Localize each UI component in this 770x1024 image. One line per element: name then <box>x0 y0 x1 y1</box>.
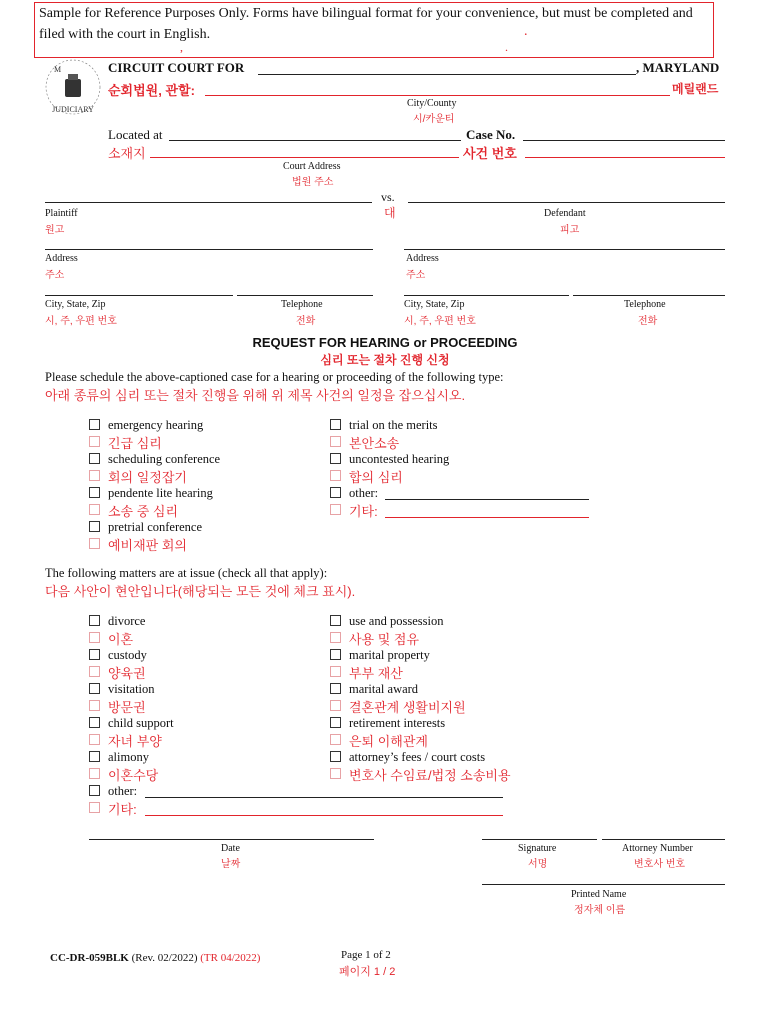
maryland-label: , MARYLAND <box>636 60 720 75</box>
city-county-label-ko: 시/카운티 <box>413 114 455 125</box>
printed-name-line[interactable] <box>482 884 725 885</box>
checkbox-pretrial-conference-ko[interactable] <box>89 538 100 549</box>
option-attorney-fees: attorney’s fees / court costs <box>349 750 486 764</box>
checkbox-schedule-other-ko[interactable] <box>330 504 341 515</box>
court-address-label: Court Address <box>283 161 341 172</box>
located-at-label: Located at <box>108 127 163 142</box>
checkbox-uncontested-hearing[interactable] <box>330 453 341 464</box>
option-child-support: child support <box>108 716 174 730</box>
schedule-other-input-ko[interactable] <box>385 517 589 518</box>
option-matters-other-ko: 기타: <box>108 802 137 817</box>
printed-name-label: Printed Name <box>571 889 627 900</box>
page-number: Page 1 of 2 <box>341 949 391 961</box>
option-custody-ko: 양육권 <box>108 666 146 681</box>
checkbox-attorney-fees-ko[interactable] <box>330 768 341 779</box>
option-marital-award: marital award <box>349 682 419 696</box>
option-pendente-lite-hearing-ko: 소송 중 심리 <box>108 504 179 519</box>
option-alimony-ko: 이혼수당 <box>108 768 159 783</box>
option-uncontested-hearing-ko: 합의 심리 <box>349 470 403 485</box>
defendant-label-ko: 피고 <box>560 225 580 236</box>
defendant-csz-label: City, State, Zip <box>404 299 465 310</box>
option-emergency-hearing: emergency hearing <box>108 418 204 432</box>
sample-notice-text: Sample for Reference Purposes Only. Forms have bilingual format for your convenience, but must be completed and filed with the court in English. <box>39 6 693 42</box>
checkbox-alimony-ko[interactable] <box>89 768 100 779</box>
option-scheduling-conference: scheduling conference <box>108 452 221 466</box>
plaintiff-line[interactable] <box>45 202 372 203</box>
checkbox-marital-award-ko[interactable] <box>330 700 341 711</box>
signature-line[interactable] <box>482 839 597 840</box>
option-marital-property: marital property <box>349 648 430 662</box>
plaintiff-tel-label: Telephone <box>281 299 323 310</box>
option-visitation-ko: 방문권 <box>108 700 146 715</box>
option-marital-award-ko: 결혼관계 생활비지원 <box>349 700 466 715</box>
defendant-address-line[interactable] <box>404 249 725 250</box>
form-title: REQUEST FOR HEARING or PROCEEDING <box>252 335 518 350</box>
located-at-line-ko[interactable] <box>150 157 459 158</box>
checkbox-marital-property-ko[interactable] <box>330 666 341 677</box>
matters-other-input[interactable] <box>145 797 503 798</box>
checkbox-visitation-ko[interactable] <box>89 700 100 711</box>
checkbox-matters-other-ko[interactable] <box>89 802 100 813</box>
checkbox-child-support-ko[interactable] <box>89 734 100 745</box>
option-child-support-ko: 자녀 부양 <box>108 734 162 749</box>
option-divorce-ko: 이혼 <box>108 632 134 647</box>
option-use-and-possession-ko: 사용 및 점유 <box>349 632 420 647</box>
option-pretrial-conference: pretrial conference <box>108 520 203 534</box>
notice-mark-comma: , <box>180 40 183 54</box>
option-matters-other: other: <box>108 784 138 798</box>
sample-notice <box>34 2 714 58</box>
located-at-label-ko: 소재지 <box>108 146 146 161</box>
checkbox-divorce-ko[interactable] <box>89 632 100 643</box>
plaintiff-address-line[interactable] <box>45 249 373 250</box>
checkbox-retirement-interests[interactable] <box>330 717 341 728</box>
attorney-number-label-ko: 변호사 번호 <box>634 859 686 870</box>
defendant-tel-line[interactable] <box>573 295 725 296</box>
checkbox-uncontested-hearing-ko[interactable] <box>330 470 341 481</box>
case-no-label: Case No. <box>466 127 516 142</box>
located-at-line[interactable] <box>169 140 461 141</box>
signature-label-ko: 서명 <box>528 859 548 870</box>
option-visitation: visitation <box>108 682 155 696</box>
checkbox-alimony[interactable] <box>89 751 100 762</box>
matters-intro: The following matters are at issue (check all that apply): <box>45 566 328 580</box>
checkbox-use-and-possession[interactable] <box>330 615 341 626</box>
svg-text:JUDICIARY: JUDICIARY <box>52 105 94 114</box>
case-no-line[interactable] <box>523 140 725 141</box>
checkbox-attorney-fees[interactable] <box>330 751 341 762</box>
notice-mark-dot-2: . <box>505 40 508 54</box>
checkbox-pretrial-conference[interactable] <box>89 521 100 532</box>
option-use-and-possession: use and possession <box>349 614 444 628</box>
plaintiff-label-ko: 원고 <box>45 225 65 236</box>
form-id: CC-DR-059BLK <box>50 952 129 964</box>
form-revision: (Rev. 02/2022) <box>131 952 198 964</box>
case-no-label-ko: 사건 번호 <box>463 146 517 161</box>
defendant-label: Defendant <box>544 208 586 219</box>
defendant-address-label-ko: 주소 <box>406 270 426 281</box>
circuit-court-line[interactable] <box>258 74 636 75</box>
plaintiff-csz-label-ko: 시, 주, 우편 번호 <box>45 316 117 327</box>
checkbox-schedule-other[interactable] <box>330 487 341 498</box>
option-custody: custody <box>108 648 147 662</box>
checkbox-custody[interactable] <box>89 649 100 660</box>
matters-other-input-ko[interactable] <box>145 815 503 816</box>
plaintiff-label: Plaintiff <box>45 208 78 219</box>
option-pendente-lite-hearing: pendente lite hearing <box>108 486 213 500</box>
checkbox-emergency-hearing[interactable] <box>89 419 100 430</box>
page-number-ko: 페이지 1 / 2 <box>339 966 396 978</box>
case-no-line-ko[interactable] <box>525 157 725 158</box>
defendant-line[interactable] <box>408 202 725 203</box>
option-trial-on-the-merits-ko: 본안소송 <box>349 436 400 451</box>
option-schedule-other: other: <box>349 486 379 500</box>
circuit-court-label: CIRCUIT COURT FOR <box>108 60 245 75</box>
option-retirement-interests: retirement interests <box>349 716 446 730</box>
checkbox-pendente-lite-hearing[interactable] <box>89 487 100 498</box>
option-uncontested-hearing: uncontested hearing <box>349 452 450 466</box>
vs-label: vs. <box>381 190 395 204</box>
option-divorce: divorce <box>108 614 146 628</box>
checkbox-marital-property[interactable] <box>330 649 341 660</box>
option-retirement-interests-ko: 은퇴 이해관계 <box>349 734 428 749</box>
checkbox-visitation[interactable] <box>89 683 100 694</box>
plaintiff-csz-label: City, State, Zip <box>45 299 106 310</box>
attorney-number-label: Attorney Number <box>622 843 693 854</box>
city-county-label: City/County <box>407 98 457 109</box>
court-address-label-ko: 법원 주소 <box>292 177 334 188</box>
checkbox-scheduling-conference[interactable] <box>89 453 100 464</box>
checkbox-scheduling-conference-ko[interactable] <box>89 470 100 481</box>
option-alimony: alimony <box>108 750 149 764</box>
checkbox-matters-other[interactable] <box>89 785 100 796</box>
option-emergency-hearing-ko: 긴급 심리 <box>108 436 162 451</box>
circuit-court-label-ko: 순회법원, 관할: <box>108 83 195 98</box>
option-trial-on-the-merits: trial on the merits <box>349 418 438 432</box>
date-label-ko: 날짜 <box>221 859 241 870</box>
plaintiff-address-label-ko: 주소 <box>45 270 65 281</box>
checkbox-child-support[interactable] <box>89 717 100 728</box>
signature-label: Signature <box>518 843 557 854</box>
checkbox-use-and-possession-ko[interactable] <box>330 632 341 643</box>
plaintiff-address-label: Address <box>45 253 78 264</box>
printed-name-label-ko: 정자체 이름 <box>574 905 626 916</box>
notice-mark-dot-1: . <box>524 24 528 39</box>
form-id-block <box>50 952 260 964</box>
option-scheduling-conference-ko: 회의 일정잡기 <box>108 470 187 485</box>
schedule-intro: Please schedule the above-captioned case for a hearing or proceeding of the following type: <box>45 370 504 384</box>
judiciary-seal-icon <box>44 58 102 116</box>
defendant-address-label: Address <box>406 253 439 264</box>
checkbox-pendente-lite-hearing-ko[interactable] <box>89 504 100 515</box>
plaintiff-csz-line[interactable] <box>45 295 233 296</box>
checkbox-trial-on-the-merits-ko[interactable] <box>330 436 341 447</box>
maryland-label-ko: 메릴랜드 <box>672 82 719 96</box>
matters-intro-ko: 다음 사안이 현안입니다(해당되는 모든 것에 체크 표시). <box>45 584 356 599</box>
svg-text:M: M <box>54 65 62 74</box>
defendant-csz-line[interactable] <box>404 295 569 296</box>
defendant-tel-label-ko: 전화 <box>638 316 658 327</box>
checkbox-emergency-hearing-ko[interactable] <box>89 436 100 447</box>
checkbox-marital-award[interactable] <box>330 683 341 694</box>
plaintiff-tel-label-ko: 전화 <box>296 316 316 327</box>
date-line[interactable] <box>89 839 374 840</box>
attorney-number-line[interactable] <box>602 839 725 840</box>
form-translation-revision: (TR 04/2022) <box>200 952 261 964</box>
date-label: Date <box>221 843 240 854</box>
option-schedule-other-ko: 기타: <box>349 504 378 519</box>
schedule-other-input[interactable] <box>385 499 589 500</box>
option-attorney-fees-ko: 변호사 수임료/법정 소송비용 <box>349 768 511 783</box>
checkbox-trial-on-the-merits[interactable] <box>330 419 341 430</box>
checkbox-custody-ko[interactable] <box>89 666 100 677</box>
circuit-court-line-ko[interactable] <box>205 95 670 96</box>
schedule-intro-ko: 아래 종류의 심리 또는 절차 진행을 위해 위 제목 사건의 일정을 잡으십시오. <box>45 388 466 403</box>
defendant-tel-label: Telephone <box>624 299 666 310</box>
defendant-csz-label-ko: 시, 주, 우편 번호 <box>404 316 476 327</box>
vs-label-ko: 대 <box>384 206 396 220</box>
checkbox-retirement-interests-ko[interactable] <box>330 734 341 745</box>
option-pretrial-conference-ko: 예비재판 회의 <box>108 538 187 553</box>
checkbox-divorce[interactable] <box>89 615 100 626</box>
option-marital-property-ko: 부부 재산 <box>349 666 403 681</box>
form-title-ko: 심리 또는 절차 진행 신청 <box>320 353 450 367</box>
plaintiff-tel-line[interactable] <box>237 295 373 296</box>
